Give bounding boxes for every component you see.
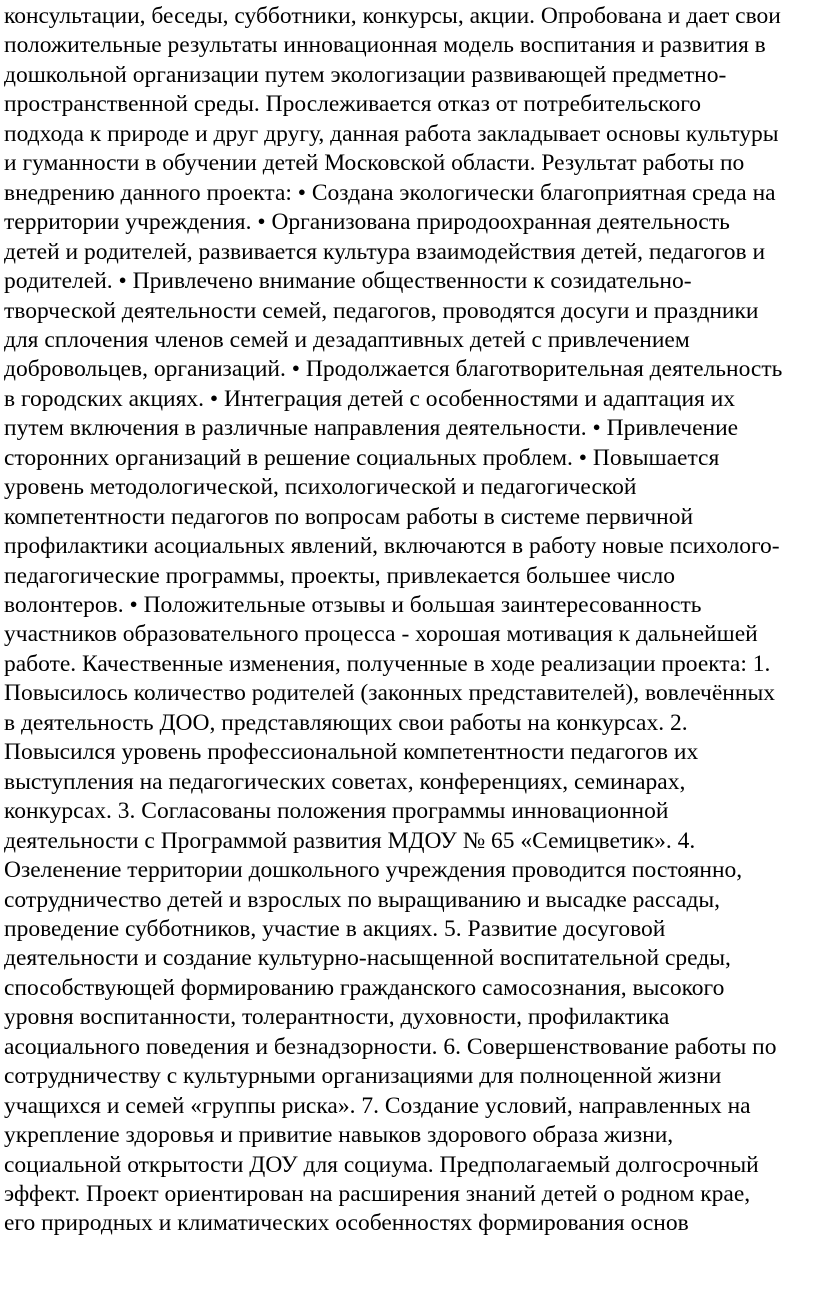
text-line: дошкольной организации путем экологизации развивающей предметно- [4,61,727,88]
text-line: сторонних организаций в решение социальных проблем. • Повышается [4,444,720,471]
text-line: уровень методологической, психологической и педагогической [4,474,637,501]
text-line: для сплочения членов семей и дезадаптивных детей с привлечением [4,326,690,353]
text-line: Озеленение территории дошкольного учреждения проводится постоянно, [4,857,743,884]
text-line: внедрению данного проекта: • Создана экологически благоприятная среда на [4,179,776,206]
text-line: эффект. Проект ориентирован на расширения знаний детей о родном крае, [4,1181,751,1207]
text-line: работе. Качественные изменения, полученные в ходе реализации проекта: 1. [4,650,771,677]
text-line: в деятельность ДОО, представляющих свои работы на конкурсах. 2. [4,709,688,736]
text-line: способствующей формированию гражданского самосознания, высокого [4,974,725,1001]
text-line: родителей. • Привлечено внимание общественности к созидательно- [4,268,692,295]
text-line: Повысилось количество родителей (законных представителей), вовлечённых [4,680,775,707]
text-line: консультации, беседы, субботники, конкурсы, акции. Опробована и дает свои [4,3,781,29]
text-line: путем включения в различные направления деятельности. • Привлечение [4,415,739,442]
text-line: подхода к природе и друг другу, данная работа закладывает основы культуры [4,120,779,147]
text-line: выступления на педагогических советах, конференциях, семинарах, [4,768,686,795]
text-line: участников образовательного процесса - хорошая мотивация к дальнейшей [4,621,758,648]
text-line: асоциального поведения и безнадзорности. 6. Совершенствование работы по [4,1033,777,1060]
text-line: его природных и климатических особенностях формирования основ [4,1210,689,1237]
text-line: учащихся и семей «группы риска». 7. Создание условий, направленных на [4,1092,751,1119]
text-line: деятельности и создание культурно-насыщенной воспитательной среды, [4,945,731,972]
text-line: положительные результаты инновационная модель воспитания и развития в [4,32,766,59]
text-line: укрепление здоровья и привитие навыков здорового образа жизни, [4,1122,674,1149]
text-line: проведение субботников, участие в акциях. 5. Развитие досуговой [4,915,666,942]
text-line: территории учреждения. • Организована природоохранная деятельность [4,209,730,236]
text-line: пространственной среды. Прослеживается отказ от потребительского [4,91,702,118]
text-line: Повысился уровень профессиональной компетентности педагогов их [4,739,699,766]
text-line: деятельности с Программой развития МДОУ № 65 «Семицветик». 4. [4,827,696,854]
text-line: педагогические программы, проекты, привлекается большее число [4,562,675,589]
text-line: детей и родителей, развивается культура взаимодействия детей, педагогов и [4,238,766,265]
text-line: сотрудничество детей и взрослых по выращиванию и высадке рассады, [4,886,721,913]
text-line: сотрудничеству с культурными организациями для полноценной жизни [4,1063,722,1090]
text-line: добровольцев, организаций. • Продолжается благотворительная деятельность [4,356,783,383]
text-line: и гуманности в обучении детей Московской области. Результат работы по [4,150,745,177]
text-line: социальной открытости ДОУ для социума. Предполагаемый долгосрочный [4,1151,759,1178]
text-line: профилактики асоциальных явлений, включаются в работу новые психолого- [4,533,780,560]
text-line: компетентности педагогов по вопросам работы в системе первичной [4,503,694,530]
text-line: конкурсах. 3. Согласованы положения программы инновационной [4,798,669,825]
text-line: в городских акциях. • Интеграция детей с особенностями и адаптация их [4,385,736,412]
text-line: уровня воспитанности, толерантности, духовности, профилактика [4,1004,670,1031]
text-line: волонтеров. • Положительные отзывы и большая заинтересованность [4,592,702,618]
text-line: творческой деятельности семей, педагогов, проводятся досуги и праздники [4,297,759,324]
